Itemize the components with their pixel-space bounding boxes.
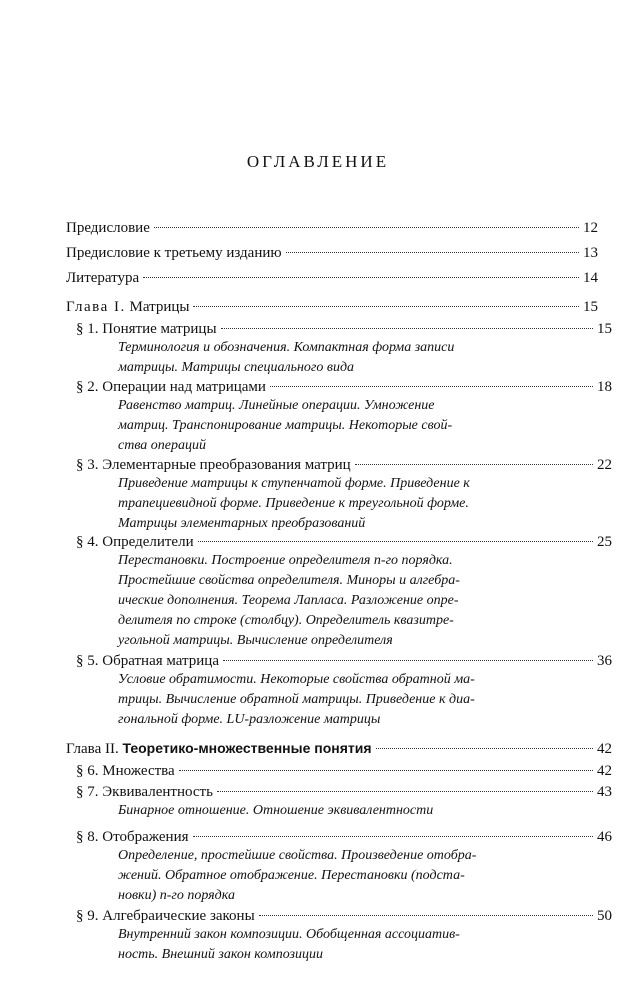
page-title: ОГЛАВЛЕНИЕ	[246, 152, 390, 171]
page-number: 50	[597, 908, 612, 924]
dot-leader	[223, 660, 593, 661]
dot-leader	[217, 791, 593, 792]
entry-title: Предисловие к третьему изданию	[66, 245, 282, 261]
toc-section-8[interactable]	[76, 827, 612, 847]
section-title: § 1. Понятие матрицы	[76, 321, 217, 337]
toc-section-6[interactable]	[76, 761, 612, 781]
dot-leader	[143, 277, 579, 278]
section-3-description: Приведение матрицы к ступенчатой форме. Приведение к трапециевидной форме. Приведение к треугольной форме. Матрицы элементарных преобразований	[118, 476, 470, 531]
section-title: § 9. Алгебраические законы	[76, 908, 255, 924]
page-number: 36	[597, 653, 612, 669]
dot-leader	[179, 770, 593, 771]
page-number: 14	[583, 270, 598, 286]
toc-section-1[interactable]	[76, 319, 612, 339]
section-title: § 3. Элементарные преобразования матриц	[76, 457, 351, 473]
page-number: 12	[583, 220, 598, 236]
section-2-description: Равенство матриц. Линейные операции. Умножение матриц. Транспонирование матрицы. Некоторые свой- ства операций	[118, 398, 453, 453]
dot-leader	[376, 748, 593, 749]
toc-section-4[interactable]	[76, 532, 612, 552]
toc-section-3[interactable]	[76, 455, 612, 475]
toc-chapter-1[interactable]	[66, 297, 598, 317]
page-number: 43	[597, 784, 612, 800]
section-1-description: Терминология и обозначения. Компактная форма записи матрицы. Матрицы специального вида	[118, 340, 455, 375]
entry-title: Литература	[66, 270, 140, 286]
page-number: 25	[597, 534, 612, 550]
toc-entry-preface-third[interactable]	[66, 243, 598, 263]
entry-title: Предисловие	[66, 220, 150, 236]
page-number: 42	[597, 741, 612, 757]
section-title: § 8. Отображения	[76, 829, 189, 845]
toc-chapter-2[interactable]	[66, 738, 612, 759]
dot-leader	[154, 227, 579, 228]
toc-section-2[interactable]	[76, 377, 612, 397]
toc-section-9[interactable]	[76, 906, 612, 926]
page-number: 15	[597, 321, 612, 337]
dot-leader	[193, 306, 579, 307]
toc-entry-literature[interactable]	[66, 268, 598, 288]
page-number: 13	[583, 245, 598, 261]
section-title: § 6. Множества	[76, 763, 175, 779]
page-number: 18	[597, 379, 612, 395]
dot-leader	[286, 252, 579, 253]
section-8-description: Определение, простейшие свойства. Произведение отобра- жений. Обратное отображение. Перестановки (подста- новки) n-го порядка	[118, 848, 477, 903]
toc-entry-preface[interactable]	[66, 218, 598, 238]
page-number: 42	[597, 763, 612, 779]
chapter-name: Теоретико-множественные понятия	[122, 740, 372, 756]
dot-leader	[259, 915, 593, 916]
dot-leader	[198, 541, 593, 542]
section-title: § 4. Определители	[76, 534, 194, 550]
chapter-prefix: Глава II.	[66, 741, 119, 757]
dot-leader	[355, 464, 593, 465]
toc-section-7[interactable]	[76, 782, 612, 802]
page-number: 22	[597, 457, 612, 473]
chapter-prefix: Глава I.	[66, 299, 126, 315]
section-title: § 7. Эквивалентность	[76, 784, 213, 800]
section-4-description: Перестановки. Построение определителя n-го порядка. Простейшие свойства определителя. Миноры и алгебра- ические дополнения. Теорема Лапласа. Разложение опре- делителя по строке (столбцу). Определитель квазитре- угольной матрицы. Вычисление определителя	[118, 553, 460, 648]
dot-leader	[193, 836, 593, 837]
dot-leader	[270, 386, 593, 387]
dot-leader	[221, 328, 593, 329]
section-5-description: Условие обратимости. Некоторые свойства обратной ма- трицы. Вычисление обратной матрицы. Приведение к диа- гональной форме. LU-разложение матрицы	[118, 672, 475, 727]
section-9-description: Внутренний закон композиции. Обобщенная ассоциатив- ность. Внешний закон композиции	[118, 927, 460, 962]
toc-section-5[interactable]	[76, 651, 612, 671]
page-number: 15	[583, 299, 598, 315]
section-7-description: Бинарное отношение. Отношение эквивалентности	[118, 803, 434, 818]
section-title: § 5. Обратная матрица	[76, 653, 219, 669]
chapter-name: Матрицы	[129, 299, 190, 315]
page-number: 46	[597, 829, 612, 845]
section-title: § 2. Операции над матрицами	[76, 379, 266, 395]
